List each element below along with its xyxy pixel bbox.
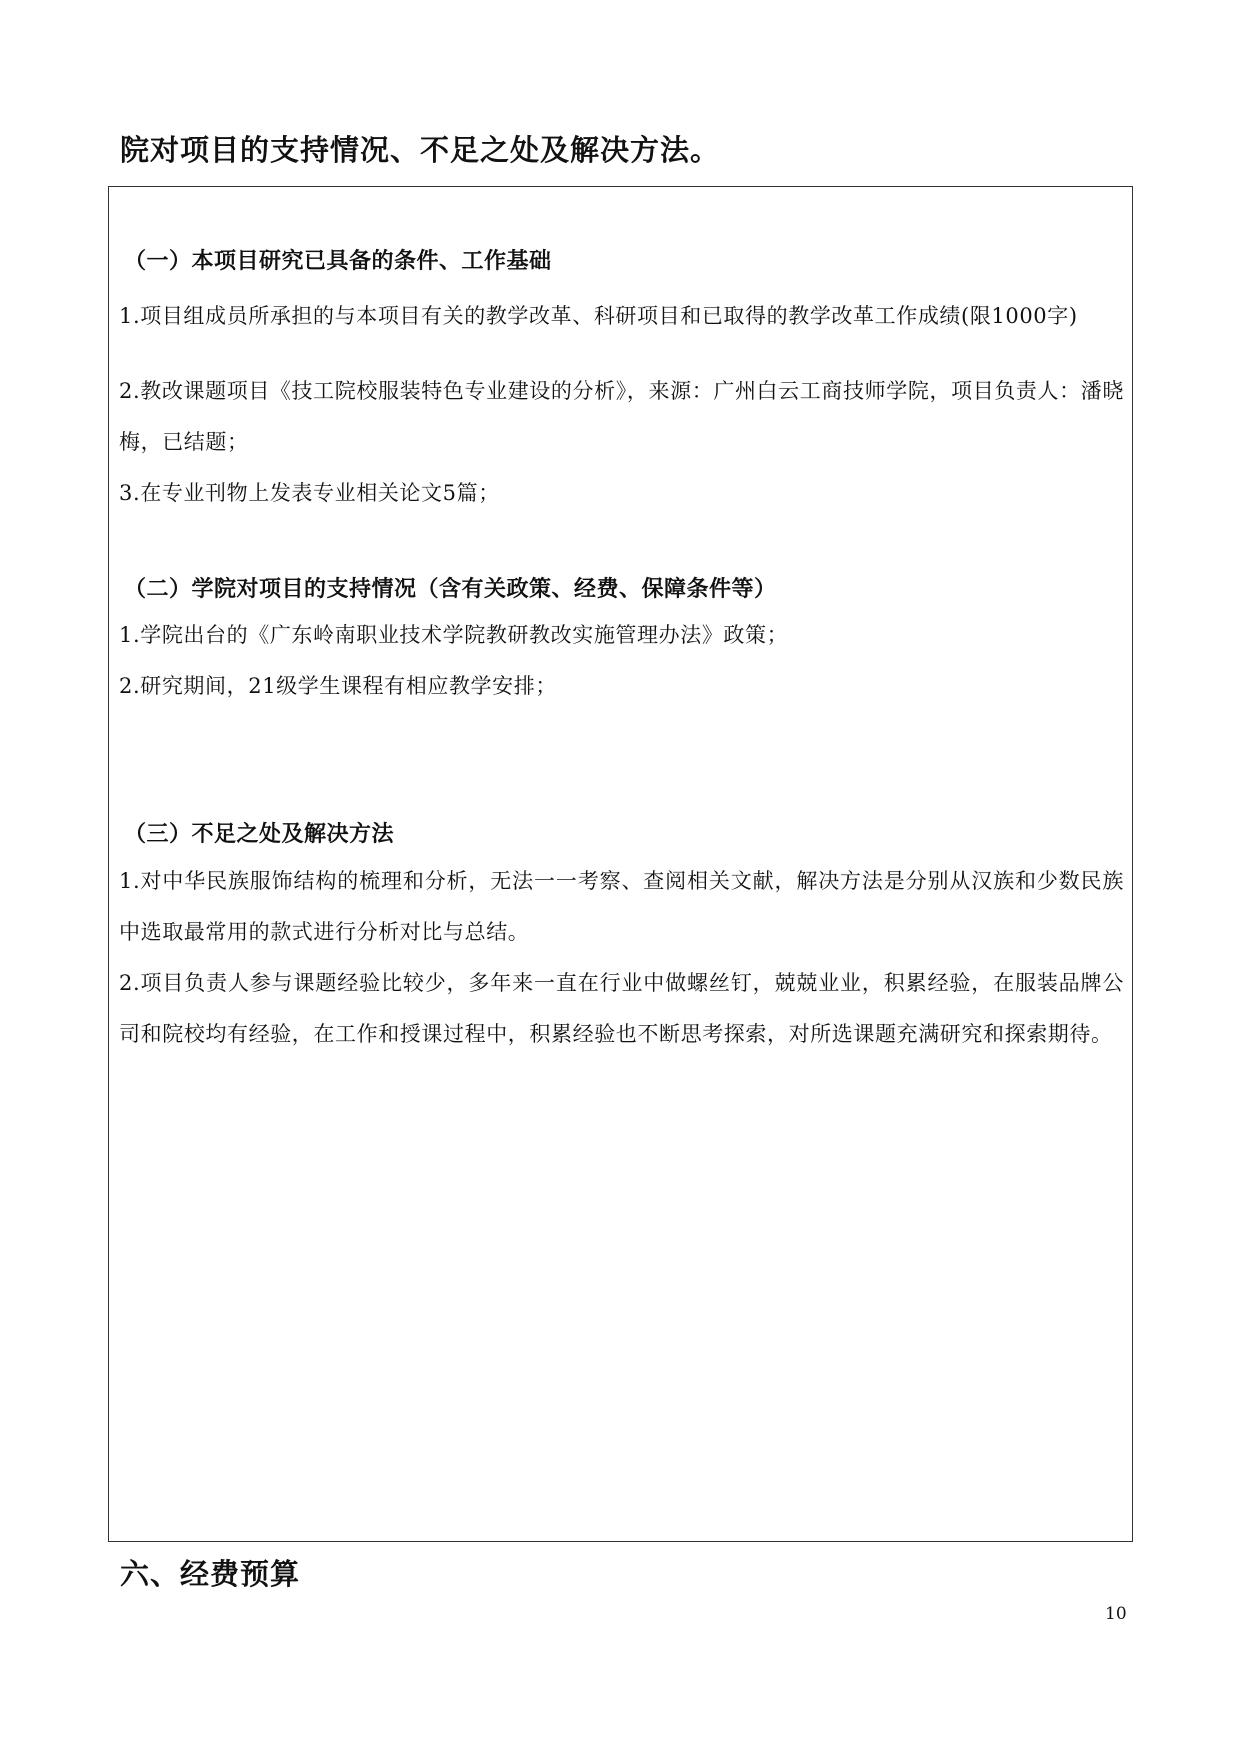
page-number: 10 xyxy=(1105,1604,1127,1624)
paragraph: 3.在专业刊物上发表专业相关论文5篇； xyxy=(119,481,500,505)
paragraph: 2.研究期间，21级学生课程有相应教学安排； xyxy=(119,674,557,698)
paragraph: 1.对中华民族服饰结构的梳理和分析，无法一一考察、查阅相关文献，解决方法是分别从汉族和少数民族中选取最常用的款式进行分析对比与总结。 xyxy=(119,869,1124,944)
paragraph: 1.项目组成员所承担的与本项目有关的教学改革、科研项目和已取得的教学改革工作成绩(限1000字) xyxy=(119,304,1078,328)
section-title-support: （二）学院对项目的支持情况（含有关政策、经费、保障条件等） xyxy=(124,577,777,602)
paragraph: 1.学院出台的《广东岭南职业技术学院教研教改实施管理办法》政策； xyxy=(119,623,789,647)
section-title-conditions: （一）本项目研究已具备的条件、工作基础 xyxy=(124,249,552,274)
paragraph: 2.项目负责人参与课题经验比较少，多年来一直在行业中做螺丝钉，兢兢业业，积累经验，在服装品牌公司和院校均有经验，在工作和授课过程中，积累经验也不断思考探索，对所选课题充满研究和探索期待。 xyxy=(119,971,1124,1046)
section-heading-top: 院对项目的支持情况、不足之处及解决方法。 xyxy=(120,133,721,167)
section-title-shortcomings: （三）不足之处及解决方法 xyxy=(124,822,395,847)
section-heading-budget: 六、经费预算 xyxy=(120,1557,301,1591)
paragraph: 2.教改课题项目《技工院校服装特色专业建设的分析》，来源：广州白云工商技师学院，项目负责人：潘晓梅，已结题； xyxy=(119,379,1124,454)
